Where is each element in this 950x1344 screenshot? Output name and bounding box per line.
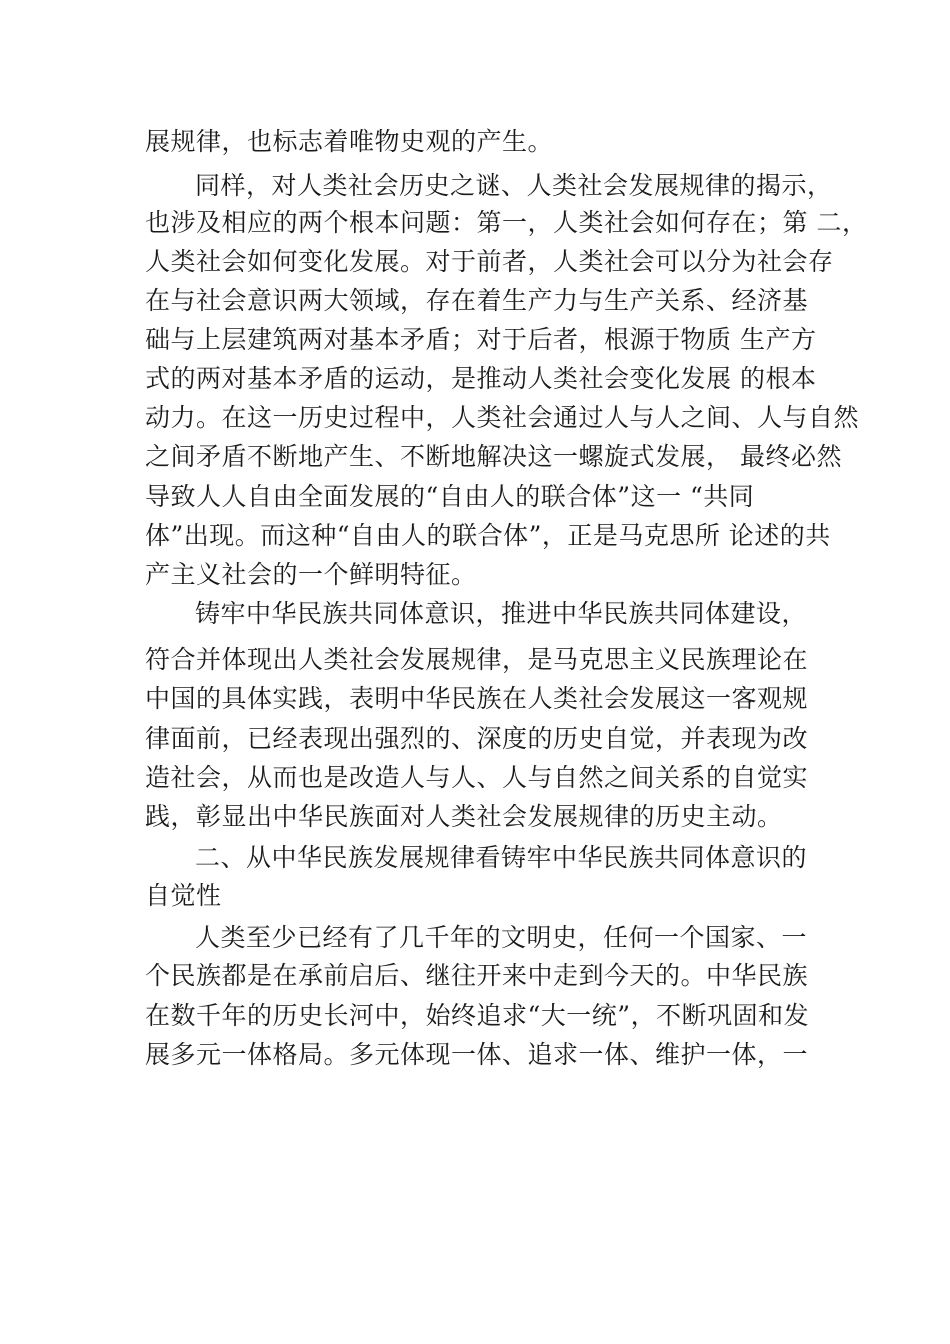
text-line: 律面前，已经表现出强烈的、深度的历史自觉，并表现为改: [145, 724, 809, 753]
text-line: 造社会，从而也是改造人与人、人与自然之间关系的自觉实: [145, 763, 809, 792]
text-line: 展多元一体格局。多元体现一体、追求一体、维护一体，一: [145, 1040, 809, 1069]
text-line: 在数千年的历史长河中，始终追求“大一统”，不断巩固和发: [145, 1001, 810, 1030]
paragraph-start-line: 铸牢中华民族共同体意识，推进中华民族共同体建设，: [195, 599, 808, 628]
paragraph-start-line: 人类至少已经有了几千年的文明史，任何一个国家、一: [195, 923, 808, 952]
text-line: 础与上层建筑两对基本矛盾；对于后者，根源于物质 生产方: [145, 325, 817, 354]
text-line: 中国的具体实践，表明中华民族在人类社会发展这一客观规: [145, 684, 809, 713]
text-line: 在与社会意识两大领域，存在着生产力与生产关系、经济基: [145, 286, 809, 315]
text-line: 之间矛盾不断地产生、不断地解决这一螺旋式发展， 最终必然: [145, 442, 842, 471]
text-line: 践，彰显出中华民族面对人类社会发展规律的历史主动。: [145, 802, 783, 831]
section-heading-line: 自觉性: [145, 881, 222, 910]
text-line: 动力。在这一历史过程中，人类社会通过人与人之间、人与自然: [145, 403, 860, 432]
text-line: 导致人人自由全面发展的“自由人的联合体”这一 “共同: [145, 482, 755, 511]
text-line: 体”出现。而这种“自由人的联合体”，正是马克思所 论述的共: [145, 521, 831, 550]
text-line: 展规律，也标志着唯物史观的产生。: [145, 127, 554, 156]
text-line: 符合并体现出人类社会发展规律，是马克思主义民族理论在: [145, 645, 809, 674]
text-line: 也涉及相应的两个根本问题：第一，人类社会如何存在；第 二，: [145, 208, 868, 237]
paragraph-start-line: 同样，对人类社会历史之谜、人类社会发展规律的揭示，: [195, 171, 833, 200]
text-line: 产主义社会的一个鲜明特征。: [145, 560, 477, 589]
text-line: 式的两对基本矛盾的运动，是推动人类社会变化发展 的根本: [145, 364, 817, 393]
section-heading-line: 二、从中华民族发展规律看铸牢中华民族共同体意识的: [195, 843, 808, 872]
text-line: 个民族都是在承前启后、继往开来中走到今天的。中华民族: [145, 961, 809, 990]
text-line: 人类社会如何变化发展。对于前者，人类社会可以分为社会存: [145, 247, 834, 276]
